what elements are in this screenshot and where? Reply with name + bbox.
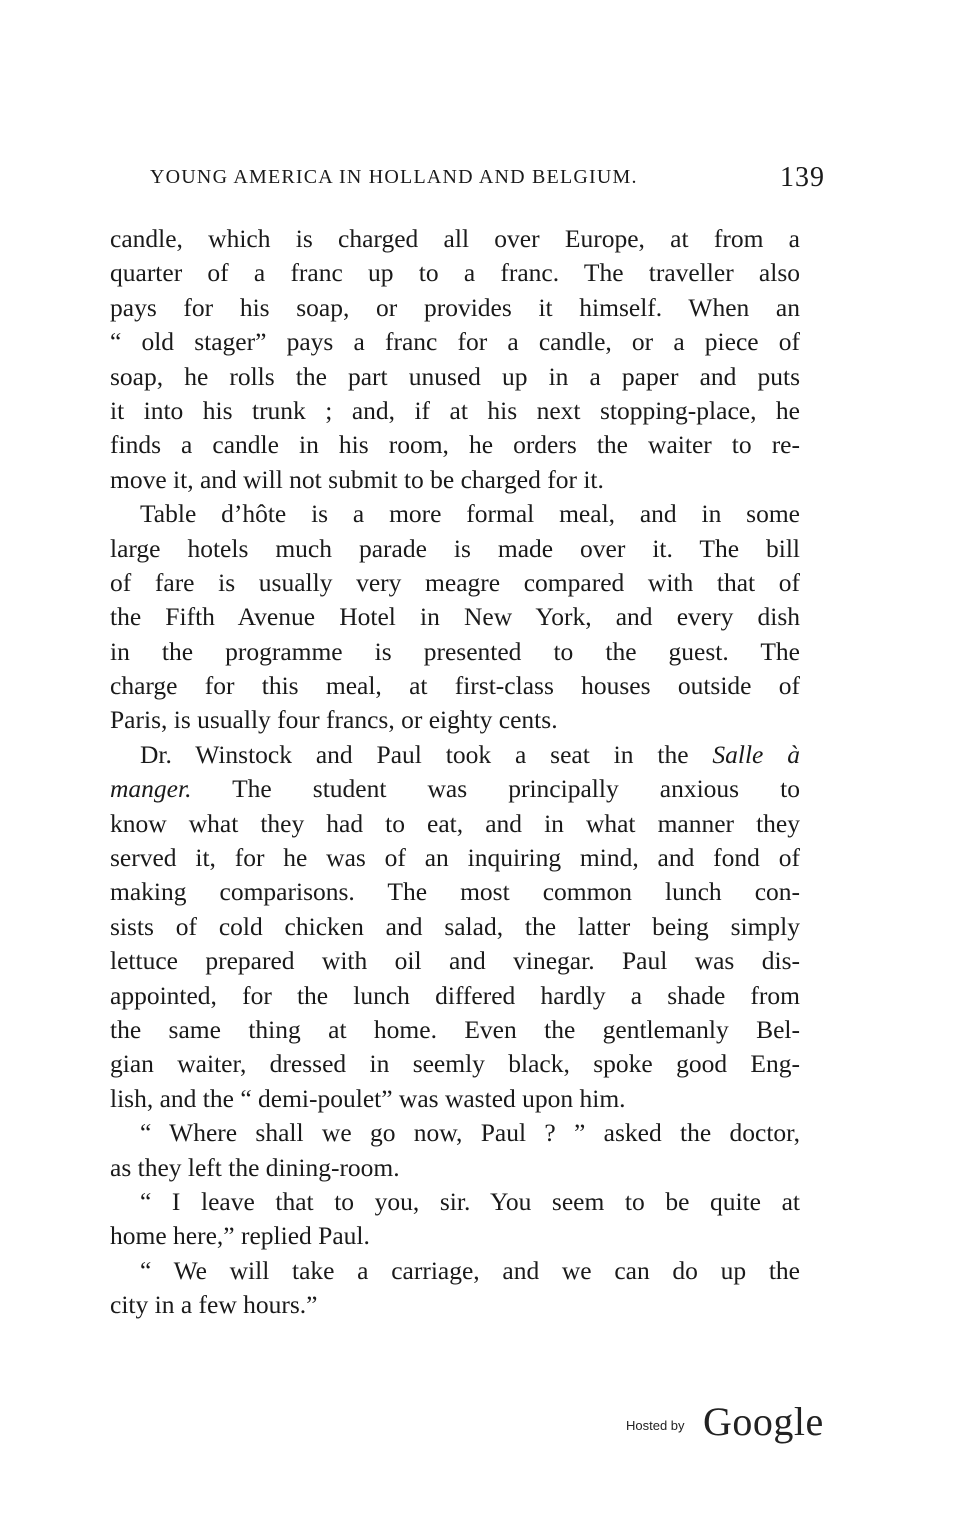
text-line: move it, and will not submit to be charged for it. — [110, 464, 604, 494]
text-line: of fare is usually very meagre compared with that of — [110, 567, 800, 597]
text-line: “ I leave that to you, sir. You seem to be quite at — [140, 1186, 800, 1216]
text-line: appointed, for the lunch differed hardly a shade from — [110, 980, 800, 1010]
text-segment: Dr. Winstock and Paul took a seat in the — [140, 739, 689, 769]
body-text — [110, 222, 800, 1323]
text-line: Table d’hôte is a more formal meal, and in some — [140, 499, 800, 529]
text-line: served it, for he was of an inquiring mind, and fond of — [110, 843, 800, 873]
text-line: candle, which is charged all over Europe, at from a — [110, 224, 800, 253]
hosted-by-label: Hosted by — [626, 1418, 685, 1433]
text-line — [110, 738, 800, 772]
italic-phrase: Salle à — [712, 739, 800, 769]
text-line — [110, 772, 800, 806]
text-line: lettuce prepared with oil and vinegar. Paul was dis- — [110, 946, 800, 976]
italic-phrase: manger. — [110, 774, 192, 804]
text-line: finds a candle in his room, he orders the waiter to re- — [110, 430, 800, 460]
text-line: as they left the dining-room. — [110, 1152, 400, 1182]
page-number: 139 — [780, 162, 825, 193]
text-line: soap, he rolls the part unused up in a paper and puts — [110, 361, 800, 391]
text-line: quarter of a franc up to a franc. The traveller also — [110, 258, 800, 288]
text-line: “ Where shall we go now, Paul ? ” asked the doctor, — [140, 1118, 800, 1148]
text-line: it into his trunk ; and, if at his next stopping-place, he — [110, 395, 800, 425]
text-line: large hotels much parade is made over it. The bill — [110, 533, 800, 563]
text-line: the Fifth Avenue Hotel in New York, and every dish — [110, 602, 800, 632]
text-line: making comparisons. The most common lunch con- — [110, 877, 800, 907]
text-line: know what they had to eat, and in what manner they — [110, 808, 800, 838]
text-line: in the programme is presented to the guest. The — [110, 636, 800, 666]
text-line: charge for this meal, at first-class houses outside of — [110, 671, 800, 701]
text-line: gian waiter, dressed in seemly black, spoke good Eng- — [110, 1049, 800, 1079]
text-line: “ old stager” pays a franc for a candle, or a piece of — [110, 327, 800, 357]
running-title: YOUNG AMERICA IN HOLLAND AND BELGIUM. — [150, 166, 638, 188]
text-line: lish, and the “ demi-poulet” was wasted upon him. — [110, 1083, 626, 1113]
text-line: the same thing at home. Even the gentlemanly Bel- — [110, 1014, 800, 1044]
running-header — [150, 162, 825, 198]
text-line: “ We will take a carriage, and we can do up the — [140, 1255, 800, 1285]
hosted-by-google-footer — [626, 1398, 826, 1444]
text-line: city in a few hours.” — [110, 1290, 318, 1320]
text-line: home here,” replied Paul. — [110, 1221, 370, 1251]
text-line: Paris, is usually four francs, or eighty cents. — [110, 705, 558, 735]
google-wordmark: Google — [703, 1399, 824, 1444]
text-segment: The student was principally anxious to — [232, 774, 800, 804]
text-line: pays for his soap, or provides it himself. When an — [110, 292, 800, 322]
text-line: sists of cold chicken and salad, the latter being simply — [110, 911, 800, 941]
